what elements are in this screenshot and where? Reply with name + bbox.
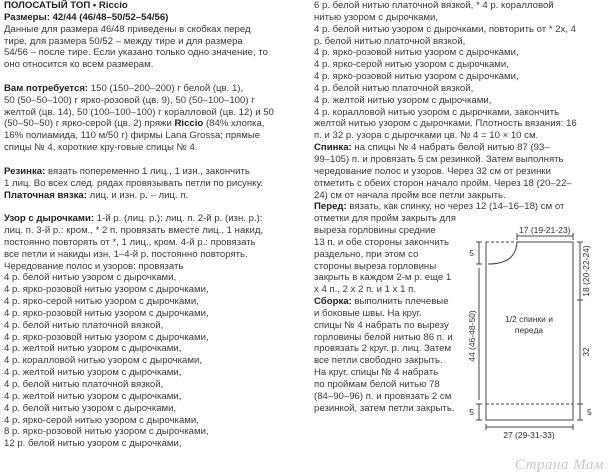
text-line: желтой (цв. 14), 50 (100–100–100) г коралловой (цв. 12) и 50 xyxy=(4,106,274,118)
dim-armhole: 18 (20-22-24) xyxy=(581,245,591,297)
text-line: На круг. спицы № 4 набрать xyxy=(314,367,439,379)
text-line: и боковые швы. На круг. xyxy=(314,307,422,319)
dim-rib-right: 5 xyxy=(587,407,592,417)
dim-side-height: 44 (46-48-50) xyxy=(467,310,477,362)
text-line: закрыть в каждом 2-м р. еще 1 xyxy=(314,272,452,284)
stripe-line: 4 р. ярко-розовой нитью узором с дырочками, xyxy=(314,47,519,59)
stripe-line: 4 р. ярко-розовой нитью узором с дырочками, xyxy=(4,284,209,296)
text-line: (84% хлопка, xyxy=(203,118,265,130)
text-line: (50–50–50) г ярко-серой (цв. 2) пряжи xyxy=(4,118,172,130)
sizes-line: Размеры: 42/44 (46/48–50/52–54/56) xyxy=(4,11,169,23)
text-line: 24) см от начала пройм все петли закрыть. xyxy=(314,189,506,201)
front-label: Перед: xyxy=(314,201,347,213)
stripe-line: 4 р. ярко-розовой нитью узором с дырочками, xyxy=(4,331,209,343)
rib-paragraph xyxy=(4,166,304,202)
stripe-line: 4 р. желтой нитью узором с дырочками, xyxy=(314,94,492,106)
dim-neck-depth: 5 xyxy=(469,248,474,258)
text-line: (84–90–96) п. и провязать 2 см xyxy=(314,390,452,402)
rib-label: Резинка: xyxy=(4,165,46,177)
stripe-line: 4 р. желтой нитью узором с дырочками, xyxy=(4,367,182,379)
stripe-line: 8 р. ярко-розовой нитью узором с дырочками, xyxy=(4,426,209,438)
back-paragraph xyxy=(314,142,610,201)
text-line: лиц. и изн. р. – лиц. п. xyxy=(86,189,189,201)
stripe-line: 12 р. белой нитью узором с дырочками, xyxy=(4,438,182,450)
stripe-line: нитью узором с дырочками, xyxy=(314,11,439,23)
assembly-label: Сборка: xyxy=(314,296,352,308)
left-column xyxy=(4,0,304,450)
text-line: спицы № 4 набрать по вырезу xyxy=(314,319,449,331)
stripe-line: 4 р. ярко-розовой нитью узором с дырочками, xyxy=(4,307,209,319)
text-line: горловины белой нитью 86 п. и xyxy=(314,331,453,343)
text-line: 16% полиамида, 110 м/50 г) фирмы Lana Grossa; прямые xyxy=(4,130,261,142)
stripe-line: 4 р. коралловой нитью узором с дырочками, закончить xyxy=(314,106,560,118)
stripe-line: 4 р. желтой нитью узором с дырочками, xyxy=(4,343,182,355)
back-label: Спинка: xyxy=(314,142,352,154)
pattern-title: ПОЛОСАТЫЙ ТОП • Riccio xyxy=(4,0,128,11)
stripe-line: 4 р. белой нитью узором с дырочками, xyxy=(4,402,177,414)
dim-top: 17 (19-21-23) xyxy=(519,225,571,235)
text-line: чередование полос и узоров. Через 32 см от резинки xyxy=(314,165,551,177)
text-line: 50 (50–50–100) г ярко-розовой (цв. 9), 50 (50–100–100) г xyxy=(4,94,255,106)
text-line: вязать, как спинку, но через 12 (14–16–18) см от xyxy=(346,201,565,213)
text-line: провязать 2 круг. р. лиц. Затем xyxy=(314,343,452,355)
text-line: 150 (150–200–200) г белой (цв. 1), xyxy=(88,82,244,94)
site-watermark: Страна Мам xyxy=(514,457,604,473)
front-paragraph xyxy=(314,201,610,296)
text-line: лиц. п. 3-й р.: кром., * 2 п. провязать вместе лиц., 1 накид, xyxy=(4,225,264,237)
text-line: х 4 п., 2 х 2 п. и 1 х 1 п. xyxy=(314,284,416,296)
assembly-paragraph xyxy=(314,296,610,414)
materials-label: Вам потребуется: xyxy=(4,82,89,94)
stripe-line: 4 р. белой нитью платочной вязкой, xyxy=(314,82,474,94)
text-line: на спицы № 4 набрать белой нитью 87 (93– xyxy=(351,142,550,154)
text-line: 54/56 – после тире. Если указано только одно значение, то xyxy=(4,47,268,59)
text-line: отметки для пройм закрыть для xyxy=(314,213,456,225)
text-line: раздельно, при этом со xyxy=(314,248,419,260)
dim-bottom: 27 (29-31-33) xyxy=(503,430,555,440)
dim-body: 32 xyxy=(581,347,591,357)
stripe-line: 4 р. белой нитью платочной вязкой, xyxy=(4,379,164,390)
text-line: 1-й р. (лиц. р.): лиц. п. 2-й р. (изн. р.): xyxy=(94,213,263,225)
diagram-caption-1: 1/2 спинки и xyxy=(504,314,554,324)
stripe-line: 4 р. белой нитью платочной вязкой, xyxy=(4,319,164,331)
stockinette-label: Платочная вязка: xyxy=(4,189,87,201)
text-line: выполнить плечевые xyxy=(351,296,449,308)
text-line: резинкой, затем петли закрыть. xyxy=(314,402,455,414)
materials-paragraph xyxy=(4,83,304,154)
text-line: 99–105) п. и провязать 5 см резинкой. Затем выполнять xyxy=(314,153,564,165)
stripe-line: р. белой нитью платочной вязкой, xyxy=(314,35,466,47)
yarn-brand: Riccio xyxy=(171,118,204,130)
text-line: по проймам белой нитью 78 xyxy=(314,379,440,390)
text-line: тире, для размера 50/52 – между тире и для размера xyxy=(4,35,243,47)
stripe-line: 4 р. желтой нитью узором с дырочками, xyxy=(4,390,182,402)
stripe-line: 4 р. ярко-розовой нитью узором с дырочками, xyxy=(314,71,519,83)
text-line: постоянно повторять от *, 1 лиц., кром. 4-й р.: провязать xyxy=(4,236,256,248)
text-line: спицы № 4, короткие кру-говые спицы № 4. xyxy=(4,142,198,154)
stripes-continued xyxy=(314,0,610,142)
stripe-line: 4 р. белой нитью узором с дырочками, xyxy=(4,272,177,284)
text-line: все петли и накиды изн. 1–4-й р. постоянно повторять. xyxy=(4,248,248,260)
text-line: вязать попеременно 1 лиц., 1 изн., закончить xyxy=(45,165,250,177)
lace-label: Узор с дырочками: xyxy=(4,213,95,225)
stripe-line: 4 р. белой нитью узором с дырочками, повторить от * 2х, 4 xyxy=(314,23,577,35)
stripe-line: 4 р. ярко-серой нитью узором с дырочками, xyxy=(4,414,199,426)
text-line: Чередование полос и узоров: провязать xyxy=(4,260,184,272)
text-line: все петли свободно закрыть. xyxy=(314,355,443,367)
stripe-line: 4 р. ярко-серой нитью узором с дырочками, xyxy=(314,59,509,71)
intro-paragraph xyxy=(4,24,304,71)
text-line: 1 лиц. Во всех след. рядах провязывать петли по рисунку. xyxy=(4,177,263,189)
lace-paragraph xyxy=(4,213,304,450)
text-line: стороны выреза горловины xyxy=(314,260,437,272)
stripe-line: 6 р. белой нитью платочной вязкой, * 4 р. коралловой xyxy=(314,0,554,11)
text-line: отметить с обеих сторон начало пройм. Через 18 (20–22– xyxy=(314,177,572,189)
dim-rib-left: 5 xyxy=(469,407,474,417)
text-line: 13 п. и обе стороны закончить xyxy=(314,236,449,248)
text-line: Данные для размера 46/48 приведены в скобках перед xyxy=(4,23,251,35)
text-line: выреза горловины средние xyxy=(314,225,436,237)
stripe-line: п. и 32 р. узора с дырочками цв. № 4 = 10 × 10 см. xyxy=(314,130,539,142)
stripe-line: желтой нитью узором с дырочками. Плотность вязания: 16 xyxy=(314,118,577,130)
stripe-line: 4 р. коралловой нитью узором с дырочками, xyxy=(4,355,203,367)
stripe-line: 4 р. ярко-серой нитью узором с дырочками, xyxy=(4,296,199,308)
diagram-caption-2: переда xyxy=(514,325,544,335)
text-line: оно относится ко всем размерам. xyxy=(4,59,154,71)
right-column xyxy=(314,0,610,415)
